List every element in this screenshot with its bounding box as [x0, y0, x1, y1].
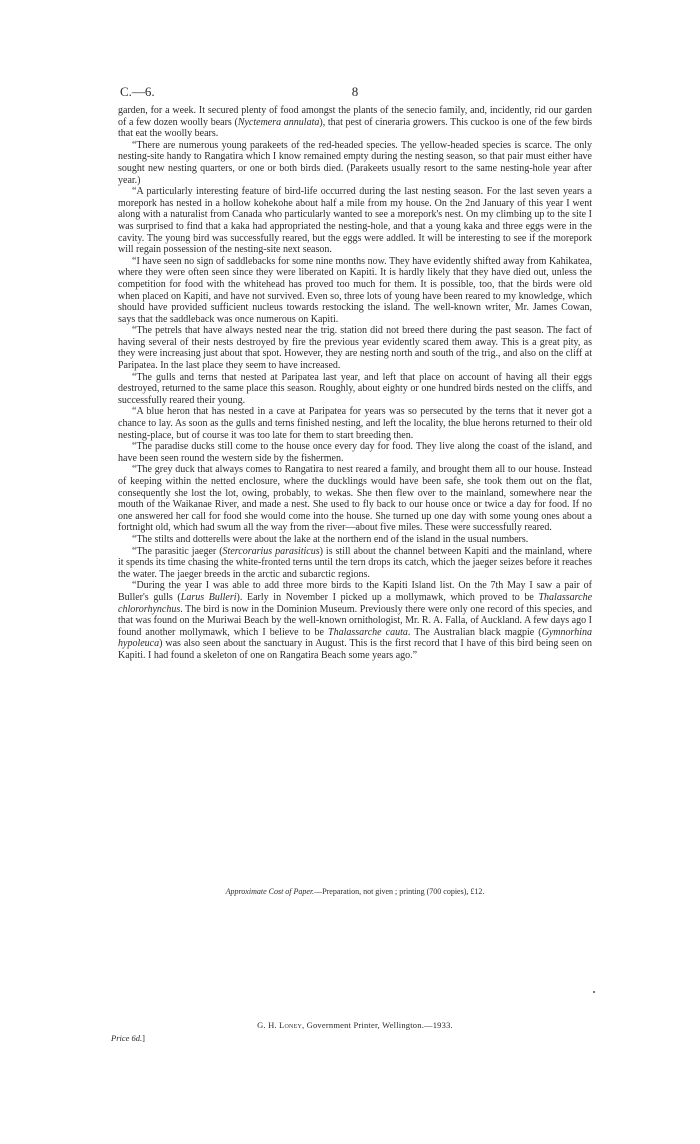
printer-imprint — [200, 1020, 510, 1030]
cost-note — [150, 887, 560, 896]
paragraph-11 — [118, 546, 592, 581]
price-note — [111, 1033, 145, 1043]
paragraph-12 — [118, 580, 592, 661]
paragraph-2: “There are numerous young parakeets of the red-headed species. The yellow-headed species is scarce. The only nesting-site handy to Rangatira which I know remained empty during the nesting season, so that pair must either have sought new nesting quarters, or one or both birds died. (Parakeets usually resort to the same nesting-hole year after year.) — [118, 139, 592, 186]
species-name: Larus Bulleri — [180, 591, 237, 603]
cost-label: Approximate Cost of Paper. — [225, 887, 315, 896]
paragraph-10: “The stilts and dotterells were about the lake at the northern end of the island in the usual numbers. — [132, 533, 529, 545]
paragraph-5: “The petrels that have always nested near the trig. station did not breed there during the past season. The fact of having several of their nests destroyed by fire the previous year evidently scared them away. This is a great pity, as they were increasing just about that spot. However, they are nesting north and south of the trig., and also on the cliff at Paripatea. In the last place they seem to have increased. — [118, 325, 592, 372]
printer-name: G. H. Loney — [257, 1020, 302, 1030]
species-name: Thalassarche cauta — [328, 626, 408, 638]
species-name: Stercorarius parasiticus — [222, 545, 320, 557]
text-run: . The Australian black magpie ( — [407, 626, 542, 638]
print-speck — [593, 991, 595, 993]
paragraph-1 — [118, 105, 592, 140]
text-run: “During the year I was able to add three more birds to the Kapiti Island list. On the 7th May I saw a pair of Buller's gulls ( — [118, 580, 592, 603]
paragraph-4: “I have seen no sign of saddlebacks for some nine months now. They have evidently shifted away from Kahikatea, where they were often seen since they were liberated on Kapiti. It is hardly likely that they have died out, unless the competition for food with the whitehead has proved too much for them. It is possible, too, that the birds were old when placed on Kapiti, and have not survived. Even so, three lots of young have been reared to my knowledge, which should have provided sufficient nucleus towards restocking the island. The well-known writer, Mr. James Cowan, says that the saddleback was once numerous on Kapiti. — [118, 255, 592, 325]
paragraph-3: “A particularly interesting feature of bird-life occurred during the last nesting season. For the last seven years a morepork has nested in a hollow kohekohe about half a mile from my house. On the 2nd January of this year I went along with a naturalist from Canada who particularly wanted to see a morepork's nest. On my climbing up to the site I was surprised to find that a kaka had appropriated the nesting-hole, and that a young kaka and three eggs were in the cavity. The young bird was successfully reared, but the eggs were addled. It will be interesting to see if the morepork will regain possession of the nesting-site next season. — [118, 186, 592, 256]
paragraph-9: “The grey duck that always comes to Rangatira to nest reared a family, and brought them all to our house. Instead of keeping within the netted enclosure, where the ducklings would have been safe, she took them out on the flat, consequently she lost the lot, owing, probably, to wekas. She then flew over to the mainland, somewhere near the mouth of the Waikanae River, and made a nest. She used to fly back to our house once or twice a day for food. If no one answered her call for food she would come into the house. She turned up one day with some young ones about a fortnight old, which had swum all the way from the river—about five miles. These were successfully reared. — [118, 464, 592, 534]
price-bracket: ] — [142, 1033, 146, 1043]
text-run: garden, for a week. It secured plenty of food amongst the plants of the senecio family, and, incidently, rid our garden of a few dozen woolly bears ( — [118, 105, 592, 128]
price-label: Price 6d. — [111, 1033, 143, 1043]
text-run: ). Early in November I picked up a mollymawk, which proved to be — [236, 591, 539, 603]
paragraph-8: “The paradise ducks still come to the house once every day for food. They live along the coast of the island, and have been seen round the western side by the fishermen. — [118, 441, 592, 464]
text-run: . The bird is now in the Dominion Museum. Previously there were only one record of this species, and that was found on the Muriwai Beach by the well-known ornithologist, Mr. R. A. Falla, of Auckland. A few days ago I found another mollymawk, which I believe to be — [118, 603, 592, 638]
text-run: ) was also seen about the sanctuary in August. This is the first record that I have of this bird being seen on Kapiti. I had found a skeleton of one on Rangatira Beach some years ago.” — [118, 638, 592, 661]
page-header — [120, 84, 590, 100]
paragraph-6: “The gulls and terns that nested at Paripatea last year, and left that place on account of having all their eggs destroyed, returned to the same place this season. Roughly, about eighty or one hundred birds nested on the cliffs, and successfully reared their young. — [118, 371, 592, 406]
text-run: “The parasitic jaeger ( — [132, 545, 223, 557]
cost-details: —Preparation, not given ; printing (700 copies), £12. — [314, 887, 485, 896]
species-name: Gymnorhina hypoleuca — [118, 626, 592, 650]
text-run: ), that pest of cineraria growers. This cuckoo is one of the few birds that eat the woolly bears. — [118, 116, 593, 140]
species-name: Nyctemera annulata — [237, 116, 320, 128]
document-reference: C.—6. — [120, 84, 155, 99]
paragraph-7: “A blue heron that has nested in a cave at Paripatea for years was so persecuted by the terns that it never got a chance to lay. As soon as the gulls and terns finished nesting, and left the locality, the blue herons returned to their old nesting-place, but of course it was too late for them to start breeding then. — [118, 406, 592, 441]
page-number: 8 — [351, 84, 359, 99]
printer-details: , Government Printer, Wellington.—1933. — [301, 1020, 453, 1030]
species-name: Thalassarche chlororhynchus — [118, 591, 593, 615]
text-run: ) is still about the channel between Kapiti and the mainland, where it spends its time chasing the white-fronted terns until the tern drops its catch, which the jaeger seizes before it reaches the water. The jaeger breeds in the arctic and subarctic regions. — [118, 545, 593, 580]
body-text — [118, 105, 592, 662]
